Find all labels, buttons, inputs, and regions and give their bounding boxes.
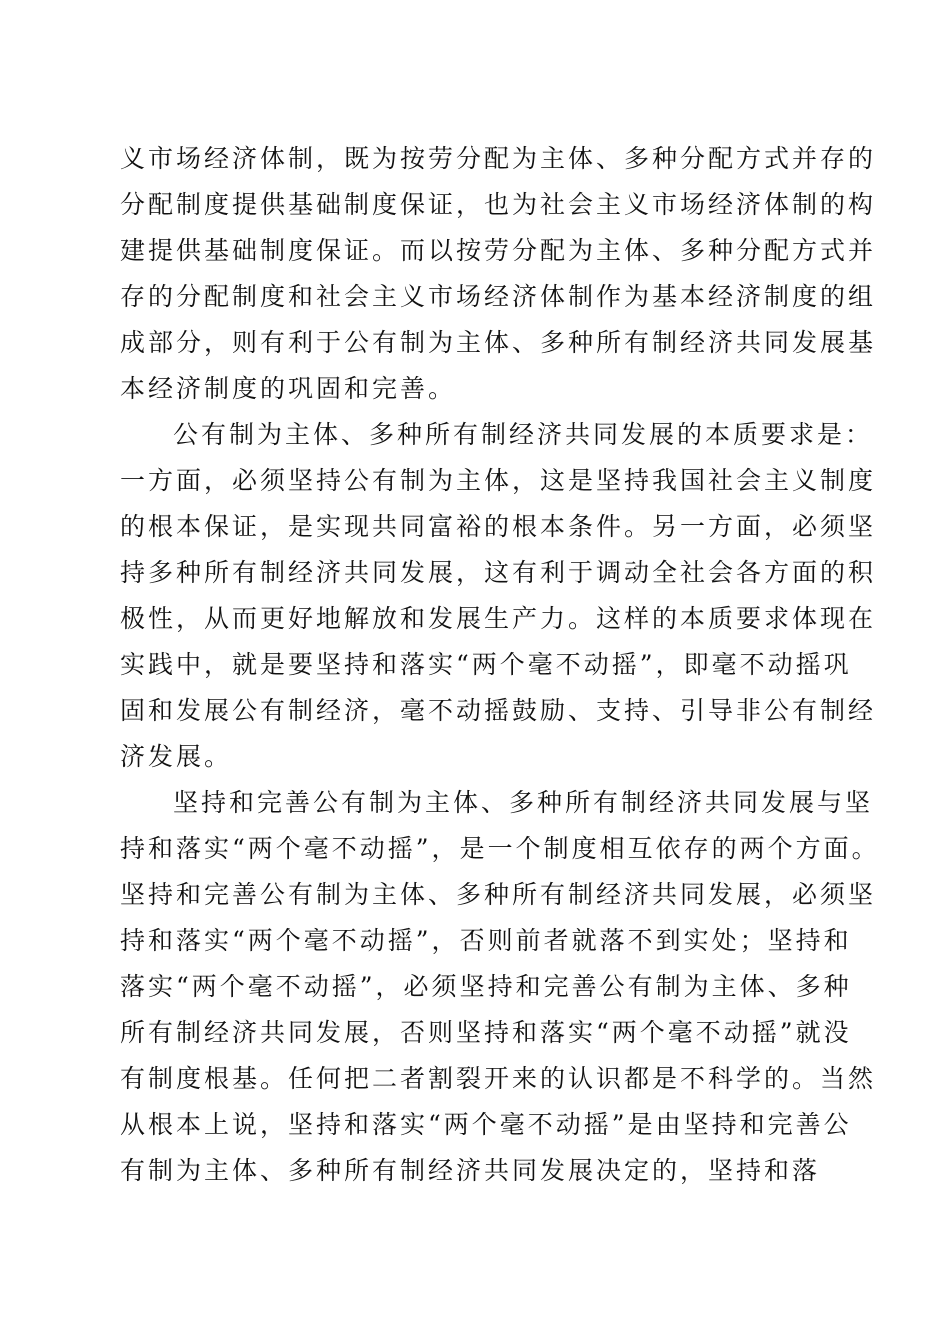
- text-line-4: 存的分配制度和社会主义市场经济体制作为基本经济制度的组: [120, 282, 877, 311]
- text-line-13: 固和发展公有制经济，毫不动摇鼓励、支持、引导非公有制经: [120, 696, 877, 725]
- text-line-1: 义市场经济体制，既为按劳分配为主体、多种分配方式并存的: [120, 144, 877, 173]
- text-line-19: 落实“两个毫不动摇”，必须坚持和完善公有制为主体、多种: [120, 972, 852, 1001]
- text-line-2: 分配制度提供基础制度保证，也为社会主义市场经济体制的构: [120, 190, 877, 219]
- text-line-17: 坚持和完善公有制为主体、多种所有制经济共同发展，必须坚: [120, 880, 877, 909]
- text-line-23: 有制为主体、多种所有制经济共同发展决定的，坚持和落: [120, 1156, 821, 1185]
- text-line-15: 坚持和完善公有制为主体、多种所有制经济共同发展与坚: [173, 788, 874, 817]
- text-line-10: 持多种所有制经济共同发展，这有利于调动全社会各方面的积: [120, 558, 877, 587]
- text-line-20: 所有制经济共同发展，否则坚持和落实“两个毫不动摇”就没: [120, 1018, 852, 1047]
- text-line-6: 本经济制度的巩固和完善。: [120, 374, 457, 403]
- text-line-9: 的根本保证，是实现共同富裕的根本条件。另一方面，必须坚: [120, 512, 877, 541]
- text-line-11: 极性，从而更好地解放和发展生产力。这样的本质要求体现在: [120, 604, 877, 633]
- text-line-14: 济发展。: [120, 742, 233, 771]
- text-line-18: 持和落实“两个毫不动摇”，否则前者就落不到实处；坚持和: [120, 926, 852, 955]
- text-line-16: 持和落实“两个毫不动摇”，是一个制度相互依存的两个方面。: [120, 834, 880, 863]
- text-line-3: 建提供基础制度保证。而以按劳分配为主体、多种分配方式并: [120, 236, 877, 265]
- text-line-22: 从根本上说，坚持和落实“两个毫不动摇”是由坚持和完善公: [120, 1110, 852, 1139]
- text-line-8: 一方面，必须坚持公有制为主体，这是坚持我国社会主义制度: [120, 466, 877, 495]
- text-line-7: 公有制为主体、多种所有制经济共同发展的本质要求是：: [173, 420, 874, 449]
- text-line-5: 成部分，则有利于公有制为主体、多种所有制经济共同发展基: [120, 328, 877, 357]
- text-line-12: 实践中，就是要坚持和落实“两个毫不动摇”，即毫不动摇巩: [120, 650, 852, 679]
- text-line-21: 有制度根基。任何把二者割裂开来的认识都是不科学的。当然: [120, 1064, 877, 1093]
